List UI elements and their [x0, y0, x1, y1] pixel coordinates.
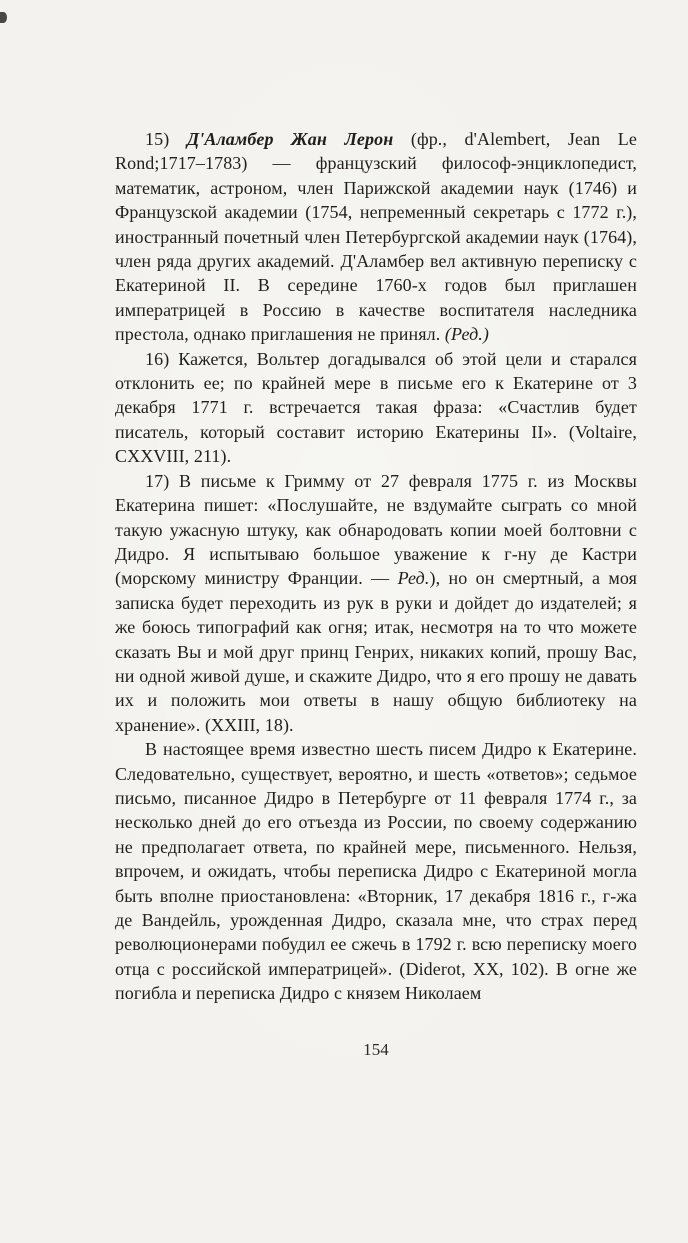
footnote-15-body: (фр., d'Alembert, Jean Le Rond;1717–1783) — французский философ-энциклопедист, математик, астроном, член Парижской академии наук (1746) и Французской академии (1754, непременный секретарь с 1772 г.), иностранный почетный член Петербургской академии наук (1764), член ряда других академий. Д'Аламбер вел активную переписку с Екатериной II. В середине 1760-х годов был приглашен императрицей в Россию в качестве воспитателя наследника престола, однако приглашения не принял.: [115, 129, 637, 345]
page-text-block: [115, 127, 637, 1062]
body-paragraph-text: В настоящее время известно шесть писем Дидро к Екатерине. Следовательно, существует, вероятно, и шесть «ответов»; седьмое письмо, писанное Дидро в Петербурге от 11 февраля 1774 г., за несколько дней до его отъезда из России, по своему содержанию не предполагает ответа, по крайней мере, письменного. Нельзя, впрочем, и ожидать, чтобы переписка Дидро с Екатериной могла быть вполне приостановлена: «Вторник, 17 декабря 1816 г., г-жа де Вандейль, урожденная Дидро, сказала мне, что страх перед революционерами побудил ее сжечь в 1792 г. всю переписку моего отца с российской императрицей». (Diderot, XX, 102). В огне же погибла и переписка Дидро с князем Николаем: [115, 739, 637, 1004]
footnote-17-editor-note: Ред.: [397, 568, 430, 589]
body-paragraph: [115, 737, 637, 1005]
footnote-17-text-after: ), но он смертный, а моя записка будет переходить из рук в руки и дойдет до издателей; я же боюсь типографий как огня; итак, несмотря на то что можете сказать Вы и мой друг принц Генрих, никаких копий, прошу Вас, ни одной живой душе, и скажите Дидро, что я его прошу не давать их и положить мои ответы в нашу общую библиотеку на хранение». (XXIII, 18).: [115, 568, 637, 735]
footnote-17: [115, 469, 637, 737]
footnote-17-text-before: 17) В письме к Гримму от 27 февраля 1775 г. из Москвы Екатерина пишет: «Послушайте, не вздумайте сыграть со мной такую ужасную штуку, как обнародовать копии моей болтовни с Дидро. Я испытываю большое уважение к г-ну де Кастри (морскому министру Франции. —: [115, 470, 637, 589]
footnote-16-text: 16) Кажется, Вольтер догадывался об этой цели и старался отклонить ее; по крайней мере в письме его к Екатерине от 3 декабря 1771 г. встречается такая фраза: «Счастлив будет писатель, который составит историю Екатерины II». (Voltaire, CXXVIII, 211).: [115, 348, 637, 467]
page-number: 154: [363, 1039, 389, 1059]
footnote-15: [115, 127, 637, 347]
footnote-15-number: 15): [145, 129, 187, 149]
scan-edge-artifact: [0, 12, 7, 23]
footnote-15-headword: Д'Аламбер Жан Лерон: [186, 129, 394, 149]
footnote-15-editor-note: (Ред.): [444, 324, 489, 345]
footnote-16: [115, 347, 637, 469]
